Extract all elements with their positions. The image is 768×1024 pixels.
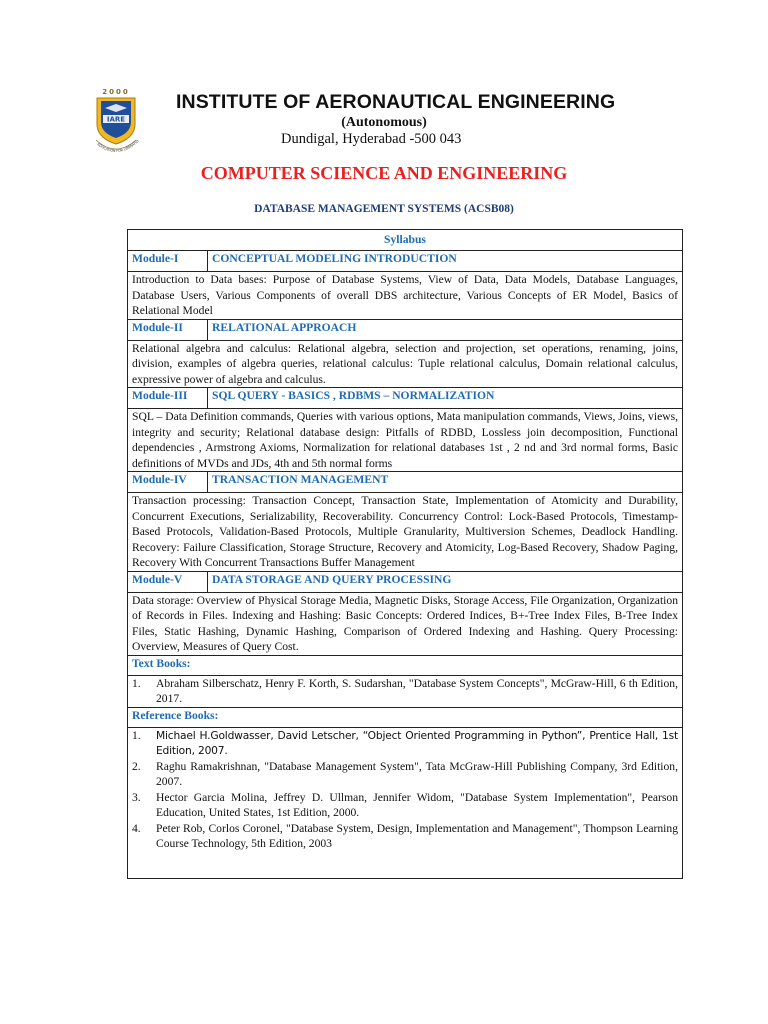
logo-motto: EDUCATION FOR LIBERATI [96,140,138,154]
department-title: COMPUTER SCIENCE AND ENGINEERING [200,163,568,183]
book-citation: Michael H.Goldwasser, David Letscher, “Object Oriented Programming in Python”, Prentice Hall, 1st Edition, 2007. [156,728,678,757]
module-content: Introduction to Data bases: Purpose of Database Systems, View of Data, Data Models, Database Languages, Database Users, Various Components of overall DBS architecture, Various Concepts of ER Model, Basics of Relational Model [128,272,683,320]
module-label: Module-V [128,571,208,592]
module-row [128,388,683,409]
book-citation: Raghu Ramakrishnan, "Database Management System", Tata McGraw-Hill Publishing Company, 3rd Edition, 2007. [156,759,678,788]
list-item [132,728,678,759]
module-label: Module-IV [128,472,208,493]
module-row [128,251,683,272]
institute-address: Dundigal, Hyderabad -500 043 [281,131,462,147]
course-title: DATABASE MANAGEMENT SYSTEMS (ACSB08) [254,203,514,215]
autonomous-label: (Autonomous) [341,115,427,130]
text-books-list [128,675,683,707]
module-title: RELATIONAL APPROACH [208,319,683,340]
list-number: 4. [132,821,141,835]
module-row [128,319,683,340]
module-label: Module-III [128,388,208,409]
syllabus-heading: Syllabus [128,230,683,251]
book-citation: Hector Garcia Molina, Jeffrey D. Ullman, Jennifer Widom, "Database System Implementation", Pearson Education, United States, 1st Edition, 2000. [156,790,678,819]
text-books-heading: Text Books: [128,655,683,675]
list-number: 1. [132,676,141,690]
syllabus-table [127,229,683,879]
reference-books-heading: Reference Books: [128,707,683,727]
list-number: 2. [132,759,141,773]
institute-name: INSTITUTE OF AERONAUTICAL ENGINEERING [176,91,616,113]
module-content: Transaction processing: Transaction Concept, Transaction State, Implementation of Atomicity and Durability, Concurrent Executions, Serializability, Recoverability. Concurrency Control: Lock-Based Protocols, Timestamp-Based Protocols, Validation-Based Protocols, Multiple Granularity, Multiversion Schemes, Deadlock Handling. Recovery: Failure Classification, Storage Structure, Recovery and Atomicity, Log-Based Recovery, Shadow Paging, Recovery With Concurrent Transactions Buffer Management [128,493,683,572]
module-title: CONCEPTUAL MODELING INTRODUCTION [208,251,683,272]
module-content: Relational algebra and calculus: Relational algebra, selection and projection, set operations, renaming, joins, division, examples of algebra queries, relational calculus: Tuple relational calculus, Domain relational calculus, expressive power of algebra and calculus. [128,340,683,388]
list-number: 1. [132,728,141,742]
module-row [128,571,683,592]
module-label: Module-II [128,319,208,340]
logo-abbrev: IARE [106,115,126,124]
module-content: SQL – Data Definition commands, Queries with various options, Mata manipulation commands, Views, Joins, views, integrity and security; Relational database design: Pitfalls of RDBD, Lossless join decomposition, Functional dependencies , Armstrong Axioms, Normalization for relational databases 1st , 2 nd and 3rd normal forms, Basic definitions of MVDs and JDs, 4th and 5th normal forms [128,409,683,472]
reference-books-list [128,727,683,878]
list-number: 3. [132,790,141,804]
logo-year: 2000 [102,88,130,96]
module-title: DATA STORAGE AND QUERY PROCESSING [208,571,683,592]
module-label: Module-I [128,251,208,272]
module-content: Data storage: Overview of Physical Storage Media, Magnetic Disks, Storage Access, File Organization, Organization of Records in Files. Indexing and Hashing: Basic Concepts: Ordered Indices, B+-Tree Index Files, B-Tree Index Files, Static Hashing, Dynamic Hashing, Comparison of Ordered Indexing and Hashing. Query Processing: Overview, Measures of Query Cost. [128,592,683,655]
list-item [132,759,678,790]
book-citation: Abraham Silberschatz, Henry F. Korth, S. Sudarshan, "Database System Concepts", McGraw-Hill, 6 th Edition, 2017. [156,676,678,705]
module-row [128,472,683,493]
module-title: TRANSACTION MANAGEMENT [208,472,683,493]
list-item [132,676,678,707]
list-item [132,790,678,821]
list-item [132,821,678,852]
book-citation: Peter Rob, Corlos Coronel, "Database System, Design, Implementation and Management", Thompson Learning Course Technology, 5th Edition, 2003 [156,821,678,850]
module-title: SQL QUERY - BASICS , RDBMS – NORMALIZATION [208,388,683,409]
